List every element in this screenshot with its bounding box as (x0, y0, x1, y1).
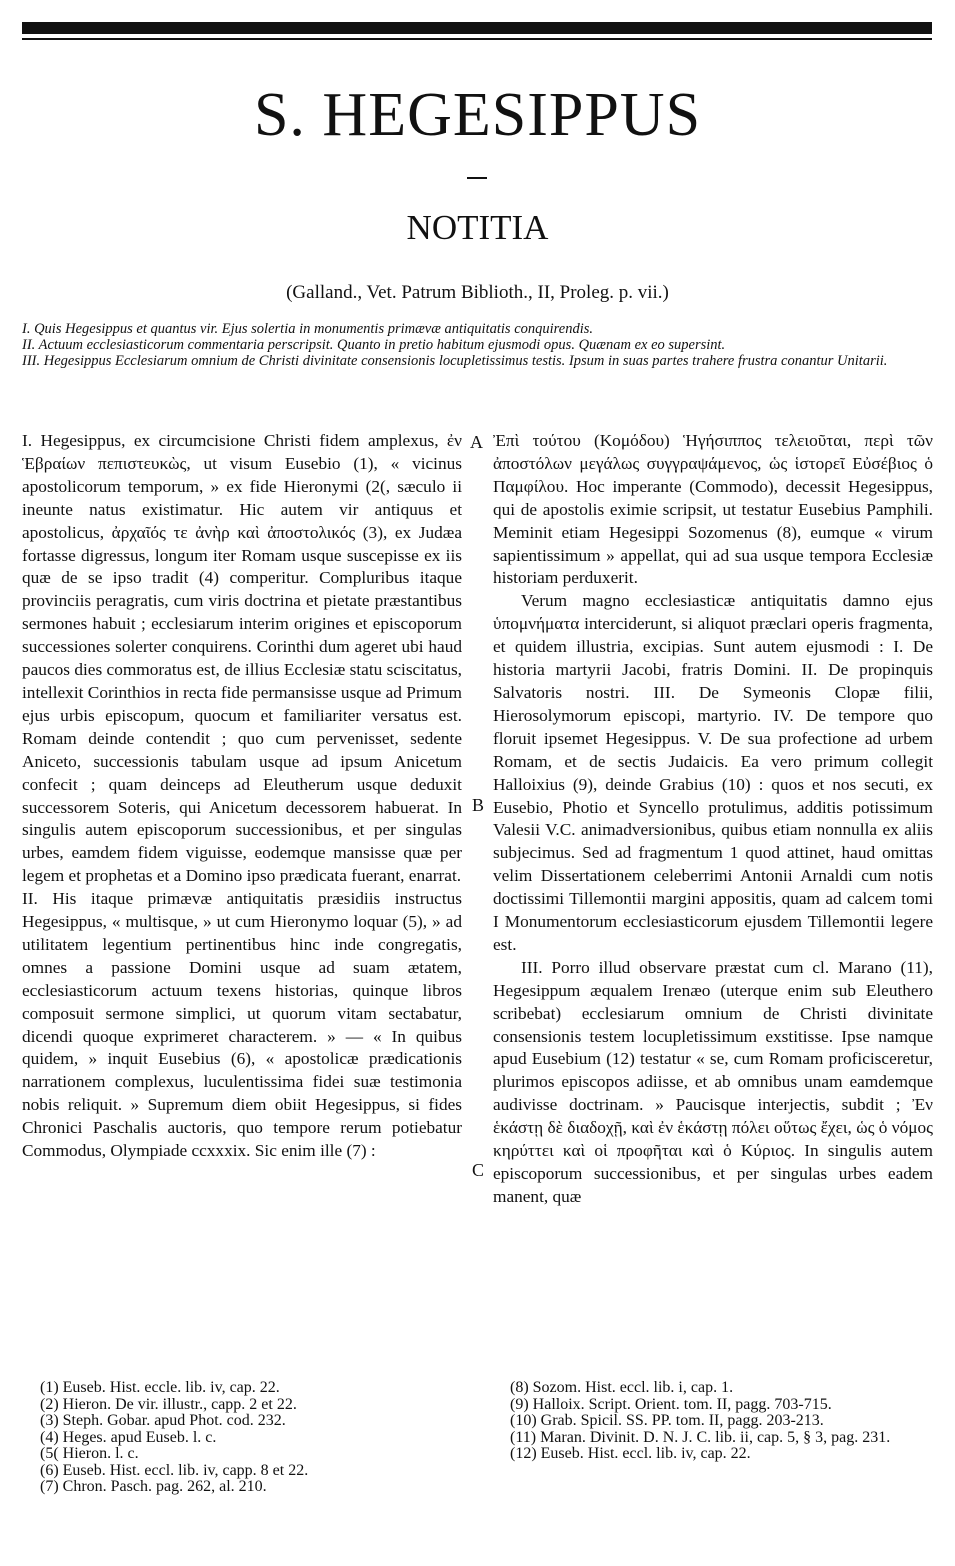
summary-item: I. Quis Hegesippus et quantus vir. Ejus solertia in monumentis primævæ antiquitatis conquirendis. (22, 321, 593, 337)
page-title: S. HEGESIPPUS (253, 81, 702, 149)
footnote: (5( Hieron. l. c. (40, 1445, 139, 1462)
summary-item: III. Hegesippus Ecclesiarum omnium de Christi divinitate consensionis locupletissimus testis. Ipsum in suas partes trahere frustra conantur Unitarii. (22, 353, 888, 369)
footnote: (1) Euseb. Hist. eccle. lib. iv, cap. 22. (40, 1379, 280, 1396)
summary-item: II. Actuum ecclesiasticorum commentaria perscripsit. Quanto in pretio habitum ejusmodi opus. Quænam ex eo supersint. (22, 337, 726, 353)
source-citation: (Galland., Vet. Patrum Biblioth., II, Proleg. p. vii.) (286, 282, 669, 303)
footnote: (8) Sozom. Hist. eccl. lib. i, cap. 1. (510, 1379, 734, 1396)
paragraph: II. His itaque primævæ antiquitatis præsidiis instructus Hegesippus, « multisque, » ut cum Hieronymo loquar (5), » ad utilitatem legentium pertinentibus hinc inde congregatis, omnes a passione Domini usque ad suam ætatem, ecclesiasticorum actuum texens historias, quinque libros composuit sermone simplici, ut quorum vitam sectabatur, dicendi quoque exprimeret characterem. » — « In quibus quidem, » inquit Eusebius (6), « apostolicæ prædicationis narrationem complexus, luculentissima fidei suæ testimonia nobis reliquit. » Supremum diem obiit Hegesippus, si fides Chronici Paschalis auctoris, quo tempore rerum potiebatur Commodus, Olympiade ccxxxix. Sic enim ille (7) : (22, 889, 462, 1161)
summary-block (22, 322, 932, 370)
footnote: (12) Euseb. Hist. eccl. lib. iv, cap. 22. (510, 1445, 751, 1462)
paragraph: Ἐπὶ τούτου (Κομόδου) Ἡγήσιππος τελειοῦται, περὶ τῶν ἀποστόλων μεγάλως συγγραψάμενος, ὡς ἱστορεῖ Εὐσέβιος ὁ Παμφίλου. Hoc imperante (Commodo), decessit Hegesippus, qui de apostolis eximie scripsit, ut testatur Eusebius Pamphili. Meminit etiam Hegesippi Sozomenus (8), eumque « virum sapientissimum » appellat, qui ad sua usque tempora Ecclesiæ historiam perduxerit. (493, 431, 933, 588)
right-column (493, 430, 933, 1209)
paragraph: III. Porro illud observare præstat cum cl. Marano (11), Hegesippum æqualem Irenæo (uterque enim sub Eleuthero scribebat) ecclesiarum omnium de Christi divinitate consensionis testem locupletissimum exstitisse. Ipse namque apud Eusebium (12) testatur « se, cum Romam proficisceretur, plurimos episcopos adiisse, et ab omnibus unam eamdemque audivisse doctrinam. » Paucisque interjectis, subdit ; Ἐν ἑκάστῃ δὲ διαδοχῇ, καὶ ἐν ἑκάστῃ πόλει οὕτως ἔχει, ὡς ὁ νόμος κηρύττει καὶ οἱ προφῆται καὶ ὁ Κύριος. In singulis autem episcoporum successionibus, et per singulas urbes eadem manent, quæ (493, 957, 933, 1206)
footnotes-left (40, 1380, 480, 1496)
footnote: (3) Steph. Gobar. apud Phot. cod. 232. (40, 1412, 286, 1429)
title-separator (467, 177, 487, 179)
footnote: (6) Euseb. Hist. eccl. lib. iv, capp. 8 et 22. (40, 1461, 309, 1479)
footnote: (9) Halloix. Script. Orient. tom. II, pagg. 703-715. (510, 1395, 832, 1413)
footnote: (10) Grab. Spicil. SS. PP. tom. II, pagg. 203-213. (510, 1412, 824, 1429)
paragraph: Verum magno ecclesiasticæ antiquitatis damno ejus ὑπομνήματα interciderunt, si aliquot præclari operis fragmenta, et quidem illustria, excipias. Sunt autem ejusmodi : I. De historia martyrii Jacobi, fratris Domini. II. De propinquis Salvatoris nostri. III. De Symeonis Clopæ filii, Hierosolymorum episcopi, martyrio. IV. De tempore quo floruit ipsemet Hegesippus. V. De sua profectione ad urbem Romam, et de sectis Judaicis. Ea vero primum collegit Halloixius (9), deinde Grabius (10) : quos et nos secuti, ex Eusebio, Photio et Syncello protulimus, additis potissimum Valesii V.C. animadversionibus, quibus etiam nonnulla ex aliis subjecimus. Sed ad fragmentum 1 quod attinet, haud omittas velim Dissertationem celeberrimi Antonii Arnaldi cum notis doctissimi Tillemontii margini appositis, quam ad calcem tomi I Monumentorum ecclesiasticorum ejusdem Tillemontii legere est. (493, 591, 933, 954)
footnote: (4) Heges. apud Euseb. l. c. (40, 1428, 217, 1446)
top-rule-thick (22, 22, 932, 34)
section-heading: NOTITIA (406, 208, 549, 247)
margin-marker-c: C (472, 1160, 485, 1180)
footnote: (2) Hieron. De vir. illustr., capp. 2 et 22. (40, 1395, 297, 1413)
footnote: (7) Chron. Pasch. pag. 262, al. 210. (40, 1478, 267, 1495)
top-rule-thin (22, 38, 932, 40)
footnotes-right (510, 1380, 932, 1463)
margin-marker-b: B (472, 795, 485, 815)
footnote: (11) Maran. Divinit. D. N. J. C. lib. ii, cap. 5, § 3, pag. 231. (510, 1428, 891, 1446)
paragraph: I. Hegesippus, ex circumcisione Christi fidem amplexus, ἐν Ἑβραίων πεπιστευκὼς, ut visum Eusebio (1), « vicinus apostolicorum temporum, » ex fide Hieronymi (2(, sæculo ii ineunte natus existimatur. Hic autem vir antiquus et apostolicus, ἀρχαῖός τε ἀνὴρ καὶ ἀποστολικός (3), ex Judæa fortasse digressus, longum iter Romam usque suscepisse ex iis quæ de se ipso tradit (4) comperitur. Compluribus itaque provinciis peragratis, cum viris doctrina et pietate præstantibus sermones habuit ; ecclesiarum interim origines et episcoporum successiones solerter conquirens. Corinthi dum ageret ubi haud paucos dies commoratus est, de illius Ecclesiæ statu sciscitatus, intellexit Corinthios in recta fide permansisse usque ad Primum ejus urbis episcopum, quocum et familiariter versatus est. Romam deinde contendit ; quo cum pervenisset, sedente Aniceto, successionis tabulam usque ad ipsum Anicetum confecit ; quam deinceps ad Eleutherum usque deduxit successorem Soteris, qui Anicetum decessorem habuerat. In singulis autem episcoporum successionibus, et per singulas urbes, eamdem fidem viguisse, eodemque mansisse quæ per legem et prophetas et a Domino ipso prædicata fuerant, enarrat. (22, 431, 462, 886)
margin-marker-a: A (470, 432, 483, 452)
left-column (22, 430, 462, 1163)
